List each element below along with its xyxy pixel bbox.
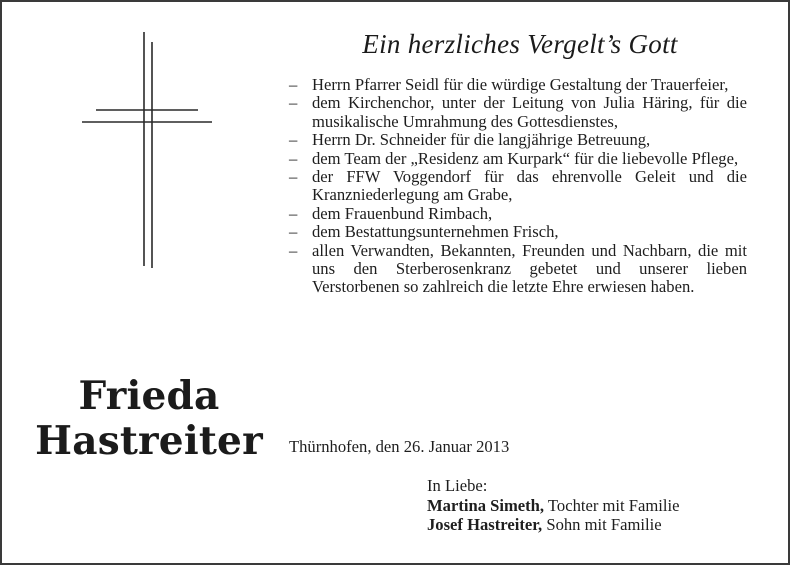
dash-bullet: –: [289, 203, 298, 223]
dash-bullet: –: [289, 240, 298, 260]
closing-signature: [427, 476, 680, 535]
signer-line: [427, 515, 680, 535]
dash-bullet: –: [289, 148, 298, 168]
thanks-text: der FFW Voggendorf für das ehrenvolle Geleit und die Kranzniederlegung am Grabe,: [312, 167, 747, 205]
thanks-heading: Ein herzliches Vergelt’s Gott: [362, 29, 678, 59]
signer-relation: Tochter mit Familie: [544, 495, 680, 515]
list-item: [289, 242, 747, 297]
list-item: [289, 131, 747, 149]
thanks-text: Herrn Pfarrer Seidl für die würdige Gestaltung der Trauerfeier,: [312, 75, 729, 94]
signer-line: [427, 496, 680, 516]
list-item: [289, 223, 747, 241]
thanks-text: dem Team der „Residenz am Kurpark“ für die liebevolle Pflege,: [312, 148, 739, 168]
thanks-text: dem Frauenbund Rimbach,: [312, 203, 493, 223]
place-date: Thürnhofen, den 26. Januar 2013: [289, 437, 510, 456]
cross-icon: [78, 30, 218, 270]
list-item: [289, 94, 747, 131]
dash-bullet: –: [289, 75, 298, 94]
dash-bullet: –: [289, 167, 298, 187]
dash-bullet: –: [289, 130, 298, 150]
list-item: [289, 205, 747, 223]
signer-name: Josef Hastreiter,: [427, 515, 543, 534]
deceased-last-name: Hastreiter: [35, 418, 263, 464]
thanks-text: dem Bestattungsunternehmen Frisch,: [312, 222, 559, 242]
deceased-name: [30, 374, 268, 464]
signer-relation: Sohn mit Familie: [542, 515, 662, 534]
list-item: [289, 168, 747, 205]
list-item: [289, 150, 747, 168]
thanks-text: Herrn Dr. Schneider für die langjährige Betreuung,: [312, 130, 651, 150]
signer-name: Martina Simeth,: [427, 495, 545, 515]
closing-intro: In Liebe:: [427, 476, 488, 495]
thanks-text: allen Verwandten, Bekannten, Freunden und Nachbarn, die mit uns den Sterberosenkranz gebetet und unserer lieben Verstorbenen so zahlreich die letzte Ehre erwiesen haben.: [312, 240, 747, 297]
thanks-list: [289, 76, 747, 297]
dash-bullet: –: [289, 93, 298, 113]
dash-bullet: –: [289, 222, 298, 242]
deceased-first-name: Frieda: [78, 373, 220, 419]
thanks-text: dem Kirchenchor, unter der Leitung von Julia Häring, für die musikalische Umrahmung des Gottesdienstes,: [312, 93, 747, 131]
list-item: [289, 76, 747, 94]
